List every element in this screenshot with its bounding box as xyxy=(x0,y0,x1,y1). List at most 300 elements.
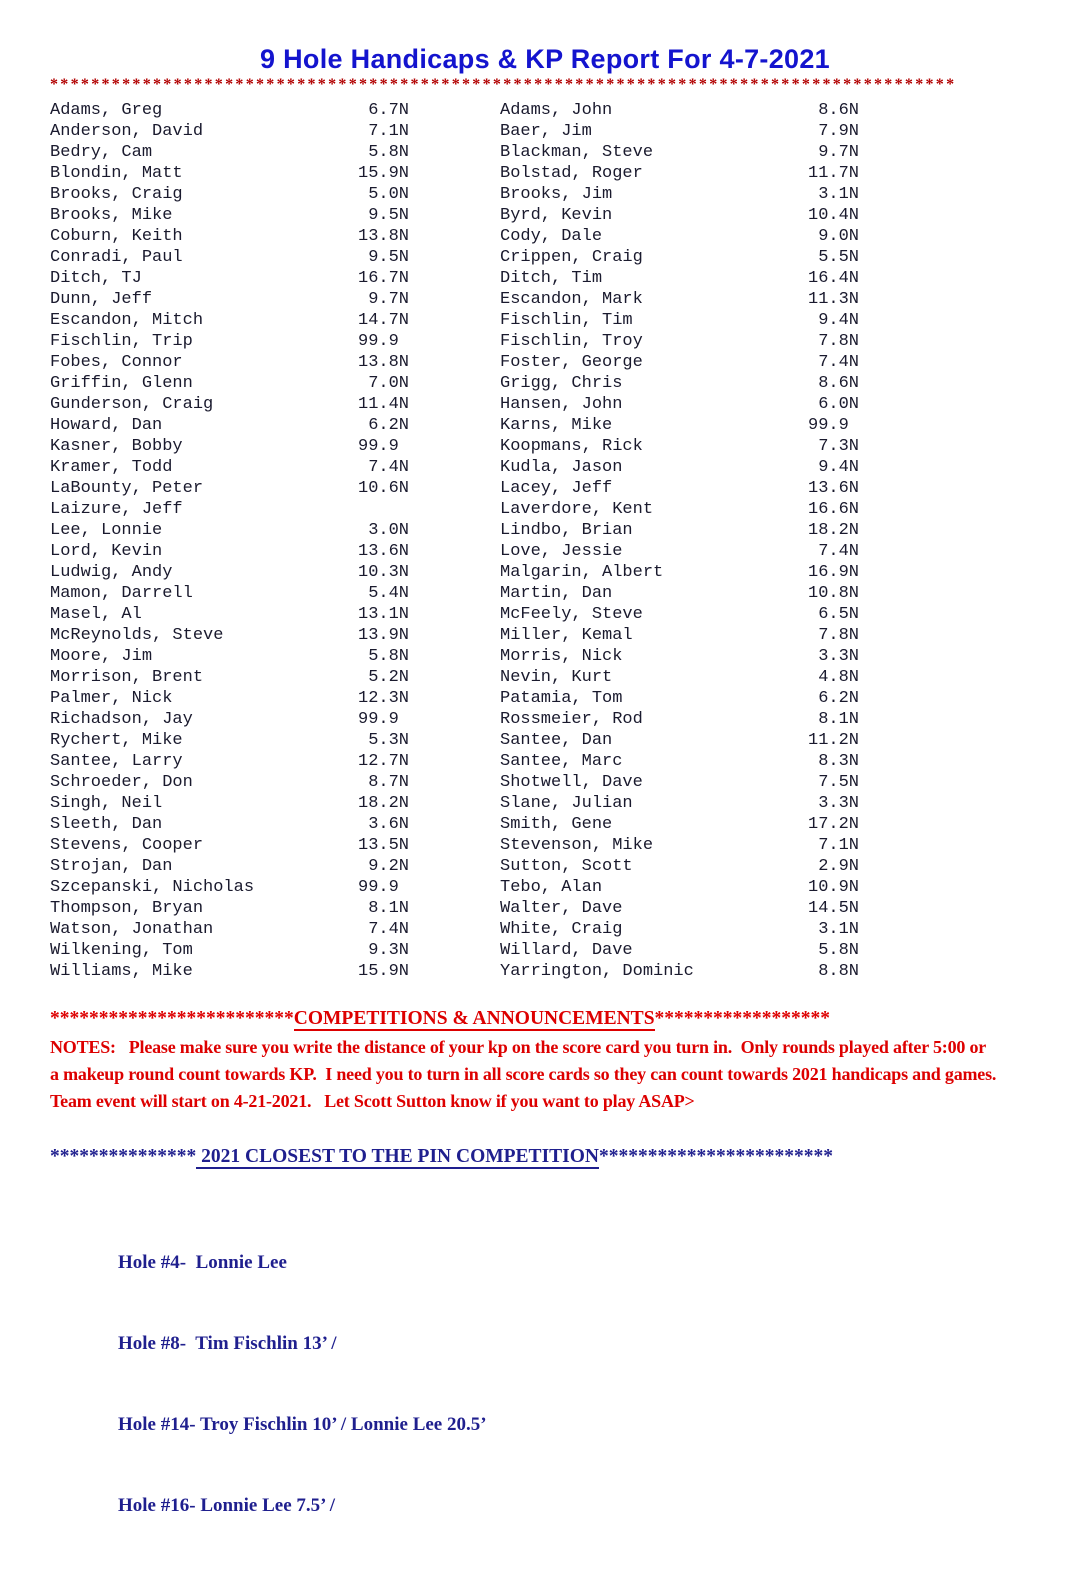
handicap-value: 5.8N xyxy=(358,647,410,666)
handicap-value: 15.9N xyxy=(358,164,410,183)
roster-cell-left xyxy=(50,604,500,625)
player-name: Sleeth, Dan xyxy=(50,815,163,834)
roster-cell-right xyxy=(500,562,948,583)
roster-cell-right xyxy=(500,247,948,268)
roster-cell-right xyxy=(500,478,948,499)
player-name: Karns, Mike xyxy=(500,416,613,435)
handicap-value: 7.4N xyxy=(808,353,860,372)
player-name: Byrd, Kevin xyxy=(500,206,613,225)
roster-row xyxy=(50,793,1040,814)
roster-cell-left xyxy=(50,940,500,961)
roster-row xyxy=(50,436,1040,457)
handicap-value: 16.6N xyxy=(808,500,860,519)
roster-row xyxy=(50,520,1040,541)
handicap-value: 7.1N xyxy=(358,122,410,141)
player-name: Koopmans, Rick xyxy=(500,437,643,456)
handicap-value: 12.3N xyxy=(358,689,410,708)
handicap-roster xyxy=(50,100,1040,982)
roster-row xyxy=(50,919,1040,940)
player-name: Yarrington, Dominic xyxy=(500,962,694,981)
player-name: Santee, Dan xyxy=(500,731,613,750)
roster-row xyxy=(50,415,1040,436)
player-name: White, Craig xyxy=(500,920,623,939)
player-name: Baer, Jim xyxy=(500,122,592,141)
roster-row xyxy=(50,268,1040,289)
handicap-value: 7.8N xyxy=(808,332,860,351)
handicap-value: 13.1N xyxy=(358,605,410,624)
player-name: Fobes, Connor xyxy=(50,353,183,372)
handicap-value: 99.9 xyxy=(358,878,399,897)
roster-cell-left xyxy=(50,436,500,457)
handicap-value: 6.5N xyxy=(808,605,860,624)
player-name: Richadson, Jay xyxy=(50,710,193,729)
roster-cell-right xyxy=(500,667,948,688)
player-name: Morrison, Brent xyxy=(50,668,204,687)
roster-cell-left xyxy=(50,331,500,352)
player-name: Lee, Lonnie xyxy=(50,521,163,540)
handicap-value: 5.3N xyxy=(358,731,410,750)
roster-cell-left xyxy=(50,478,500,499)
player-name: Grigg, Chris xyxy=(500,374,623,393)
handicap-value: 11.7N xyxy=(808,164,860,183)
player-name: Wilkening, Tom xyxy=(50,941,193,960)
roster-cell-right xyxy=(500,814,948,835)
handicap-value: 9.7N xyxy=(358,290,410,309)
handicap-value: 11.2N xyxy=(808,731,860,750)
roster-row xyxy=(50,730,1040,751)
roster-row xyxy=(50,226,1040,247)
roster-row xyxy=(50,877,1040,898)
player-name: Martin, Dan xyxy=(500,584,613,603)
roster-cell-right xyxy=(500,142,948,163)
player-name: McFeely, Steve xyxy=(500,605,643,624)
roster-cell-right xyxy=(500,520,948,541)
roster-cell-left xyxy=(50,226,500,247)
roster-cell-left xyxy=(50,163,500,184)
roster-cell-left xyxy=(50,814,500,835)
roster-cell-left xyxy=(50,541,500,562)
player-name: Gunderson, Craig xyxy=(50,395,214,414)
handicap-value: 8.8N xyxy=(808,962,860,981)
roster-row xyxy=(50,604,1040,625)
roster-cell-right xyxy=(500,163,948,184)
player-name: Sutton, Scott xyxy=(500,857,633,876)
roster-row xyxy=(50,205,1040,226)
player-name: Fischlin, Tim xyxy=(500,311,633,330)
handicap-value: 13.9N xyxy=(358,626,410,645)
player-name: Fischlin, Troy xyxy=(500,332,643,351)
roster-cell-right xyxy=(500,289,948,310)
handicap-value: 13.6N xyxy=(358,542,410,561)
handicap-value: 9.5N xyxy=(358,248,410,267)
player-name: Escandon, Mitch xyxy=(50,311,204,330)
roster-row xyxy=(50,310,1040,331)
player-name: Patamia, Tom xyxy=(500,689,623,708)
handicap-value: 8.1N xyxy=(808,710,860,729)
player-name: Rychert, Mike xyxy=(50,731,183,750)
handicap-value xyxy=(358,499,498,520)
handicap-value: 7.8N xyxy=(808,626,860,645)
roster-cell-right xyxy=(500,583,948,604)
roster-row xyxy=(50,709,1040,730)
player-name: Howard, Dan xyxy=(50,416,163,435)
roster-row xyxy=(50,121,1040,142)
roster-cell-right xyxy=(500,415,948,436)
player-name: Coburn, Keith xyxy=(50,227,183,246)
pin-stars-left: *************** xyxy=(50,1146,197,1167)
player-name: Williams, Mike xyxy=(50,962,193,981)
roster-row xyxy=(50,667,1040,688)
roster-cell-left xyxy=(50,268,500,289)
roster-cell-left xyxy=(50,961,500,982)
roster-cell-left xyxy=(50,499,500,520)
roster-cell-left xyxy=(50,373,500,394)
handicap-value: 9.3N xyxy=(358,941,410,960)
player-name: Laizure, Jeff xyxy=(50,500,183,519)
handicap-value: 10.6N xyxy=(358,479,410,498)
roster-row xyxy=(50,289,1040,310)
roster-cell-left xyxy=(50,394,500,415)
player-name: Rossmeier, Rod xyxy=(500,710,643,729)
handicap-value: 13.8N xyxy=(358,227,410,246)
player-name: Bolstad, Roger xyxy=(500,164,643,183)
competitions-header xyxy=(50,1007,1040,1031)
handicap-value: 18.2N xyxy=(808,521,860,540)
roster-row xyxy=(50,478,1040,499)
player-name: Tebo, Alan xyxy=(500,878,603,897)
handicap-value: 8.1N xyxy=(358,899,410,918)
handicap-value: 99.9 xyxy=(358,332,399,351)
player-name: Love, Jessie xyxy=(500,542,623,561)
roster-row xyxy=(50,772,1040,793)
roster-row xyxy=(50,499,1040,520)
player-name: Stevenson, Mike xyxy=(500,836,654,855)
player-name: Miller, Kemal xyxy=(500,626,633,645)
roster-cell-right xyxy=(500,772,948,793)
roster-cell-right xyxy=(500,835,948,856)
player-name: Schroeder, Don xyxy=(50,773,193,792)
handicap-value: 15.9N xyxy=(358,962,410,981)
handicap-value: 18.2N xyxy=(358,794,410,813)
player-name: Brooks, Jim xyxy=(500,185,613,204)
player-name: Smith, Gene xyxy=(500,815,613,834)
pin-stars-right: ************************ xyxy=(599,1146,833,1167)
handicap-value: 7.0N xyxy=(358,374,410,393)
hole-result-line: Hole #16- Lonnie Lee 7.5’ / xyxy=(118,1495,336,1516)
player-name: Lacey, Jeff xyxy=(500,479,613,498)
player-name: Ludwig, Andy xyxy=(50,563,173,582)
pin-hole-results xyxy=(118,1195,1040,1573)
handicap-value: 2.9N xyxy=(808,857,860,876)
player-name: Laverdore, Kent xyxy=(500,500,654,519)
roster-cell-right xyxy=(500,373,948,394)
player-name: Anderson, David xyxy=(50,122,204,141)
roster-cell-right xyxy=(500,625,948,646)
player-name: Mamon, Darrell xyxy=(50,584,193,603)
roster-cell-left xyxy=(50,919,500,940)
roster-row xyxy=(50,961,1040,982)
handicap-value: 6.2N xyxy=(808,689,860,708)
handicap-value: 6.0N xyxy=(808,395,860,414)
player-name: Dunn, Jeff xyxy=(50,290,153,309)
roster-cell-right xyxy=(500,184,948,205)
handicap-value: 13.8N xyxy=(358,353,410,372)
roster-cell-right xyxy=(500,100,948,121)
player-name: Escandon, Mark xyxy=(500,290,643,309)
player-name: Kramer, Todd xyxy=(50,458,173,477)
player-name: Bedry, Cam xyxy=(50,143,153,162)
player-name: Adams, Greg xyxy=(50,101,163,120)
roster-row xyxy=(50,856,1040,877)
handicap-value: 9.7N xyxy=(808,143,860,162)
player-name: Lord, Kevin xyxy=(50,542,163,561)
roster-row xyxy=(50,646,1040,667)
roster-cell-right xyxy=(500,751,948,772)
roster-cell-left xyxy=(50,142,500,163)
player-name: Adams, John xyxy=(500,101,613,120)
player-name: Santee, Marc xyxy=(500,752,623,771)
page-title: 9 Hole Handicaps & KP Report For 4-7-2021 xyxy=(260,44,830,74)
handicap-value: 8.3N xyxy=(808,752,860,771)
player-name: Thompson, Bryan xyxy=(50,899,204,918)
handicap-value: 9.0N xyxy=(808,227,860,246)
roster-cell-right xyxy=(500,940,948,961)
competitions-stars-left: ************************* xyxy=(50,1008,294,1029)
player-name: Lindbo, Brian xyxy=(500,521,633,540)
roster-cell-left xyxy=(50,289,500,310)
handicap-value: 4.8N xyxy=(808,668,860,687)
player-name: Singh, Neil xyxy=(50,794,163,813)
handicap-value: 14.7N xyxy=(358,311,410,330)
player-name: Crippen, Craig xyxy=(500,248,643,267)
player-name: Foster, George xyxy=(500,353,643,372)
player-name: Blondin, Matt xyxy=(50,164,183,183)
roster-cell-right xyxy=(500,604,948,625)
handicap-value: 5.4N xyxy=(358,584,410,603)
roster-cell-left xyxy=(50,667,500,688)
roster-cell-left xyxy=(50,562,500,583)
roster-cell-left xyxy=(50,310,500,331)
player-name: Szcepanski, Nicholas xyxy=(50,878,255,897)
handicap-value: 9.5N xyxy=(358,206,410,225)
player-name: Fischlin, Trip xyxy=(50,332,193,351)
player-name: McReynolds, Steve xyxy=(50,626,224,645)
handicap-value: 16.9N xyxy=(808,563,860,582)
player-name: Ditch, Tim xyxy=(500,269,603,288)
handicap-value: 7.4N xyxy=(358,458,410,477)
handicap-value: 99.9 xyxy=(358,710,399,729)
roster-row xyxy=(50,940,1040,961)
roster-cell-right xyxy=(500,226,948,247)
roster-cell-right xyxy=(500,709,948,730)
roster-cell-right xyxy=(500,457,948,478)
notes-paragraph xyxy=(50,1034,1009,1115)
player-name: Malgarin, Albert xyxy=(500,563,664,582)
roster-row xyxy=(50,814,1040,835)
handicap-value: 9.4N xyxy=(808,311,860,330)
top-stars-divider: **************************************************************************************** xyxy=(50,76,957,93)
roster-cell-right xyxy=(500,856,948,877)
roster-cell-left xyxy=(50,520,500,541)
roster-cell-left xyxy=(50,184,500,205)
player-name: Ditch, TJ xyxy=(50,269,142,288)
roster-row xyxy=(50,751,1040,772)
handicap-value: 99.9 xyxy=(358,437,399,456)
roster-row xyxy=(50,835,1040,856)
handicap-value: 10.3N xyxy=(358,563,410,582)
player-name: Palmer, Nick xyxy=(50,689,173,708)
roster-cell-right xyxy=(500,331,948,352)
competitions-label: COMPETITIONS & ANNOUNCEMENTS xyxy=(293,1008,655,1029)
handicap-value: 3.6N xyxy=(358,815,410,834)
roster-cell-left xyxy=(50,121,500,142)
handicap-value: 5.0N xyxy=(358,185,410,204)
player-name: Willard, Dave xyxy=(500,941,633,960)
handicap-value: 17.2N xyxy=(808,815,860,834)
handicap-value: 7.9N xyxy=(808,122,860,141)
roster-cell-left xyxy=(50,646,500,667)
player-name: Kasner, Bobby xyxy=(50,437,183,456)
handicap-value: 12.7N xyxy=(358,752,410,771)
handicap-value: 8.7N xyxy=(358,773,410,792)
handicap-value: 3.3N xyxy=(808,647,860,666)
player-name: Slane, Julian xyxy=(500,794,633,813)
roster-row xyxy=(50,100,1040,121)
handicap-value: 13.6N xyxy=(808,479,860,498)
handicap-value: 14.5N xyxy=(808,899,860,918)
handicap-value: 5.5N xyxy=(808,248,860,267)
competitions-stars-right: ****************** xyxy=(654,1008,831,1029)
player-name: Shotwell, Dave xyxy=(500,773,643,792)
handicap-value: 13.5N xyxy=(358,836,410,855)
handicap-value: 11.3N xyxy=(808,290,860,309)
handicap-value: 16.4N xyxy=(808,269,860,288)
player-name: Hansen, John xyxy=(500,395,623,414)
handicap-value: 6.7N xyxy=(358,101,410,120)
player-name: Walter, Dave xyxy=(500,899,623,918)
roster-row xyxy=(50,373,1040,394)
roster-cell-left xyxy=(50,457,500,478)
handicap-value: 3.1N xyxy=(808,920,860,939)
roster-cell-left xyxy=(50,772,500,793)
roster-row xyxy=(50,583,1040,604)
roster-row xyxy=(50,352,1040,373)
handicap-value: 3.0N xyxy=(358,521,410,540)
roster-cell-right xyxy=(500,310,948,331)
roster-cell-left xyxy=(50,625,500,646)
pin-competition-header xyxy=(50,1145,1040,1169)
handicap-value: 9.4N xyxy=(808,458,860,477)
handicap-value: 9.2N xyxy=(358,857,410,876)
player-name: Griffin, Glenn xyxy=(50,374,193,393)
roster-cell-right xyxy=(500,877,948,898)
handicap-value: 3.1N xyxy=(808,185,860,204)
handicap-value: 11.4N xyxy=(358,395,410,414)
player-name: Santee, Larry xyxy=(50,752,183,771)
roster-row xyxy=(50,625,1040,646)
handicap-value: 7.4N xyxy=(808,542,860,561)
player-name: Conradi, Paul xyxy=(50,248,183,267)
player-name: Kudla, Jason xyxy=(500,458,623,477)
roster-cell-right xyxy=(500,394,948,415)
roster-cell-right xyxy=(500,688,948,709)
roster-cell-left xyxy=(50,100,500,121)
roster-cell-left xyxy=(50,835,500,856)
handicap-value: 6.2N xyxy=(358,416,410,435)
roster-cell-right xyxy=(500,436,948,457)
player-name: Strojan, Dan xyxy=(50,857,173,876)
roster-cell-left xyxy=(50,877,500,898)
roster-cell-right xyxy=(500,793,948,814)
hole-result-line: Hole #8- Tim Fischlin 13’ / xyxy=(118,1333,337,1354)
handicap-value: 3.3N xyxy=(808,794,860,813)
roster-row xyxy=(50,688,1040,709)
handicap-value: 5.8N xyxy=(808,941,860,960)
notes-text: Please make sure you write the distance of your kp on the score card you turn in. Only rounds played after 5:00 or a makeup round count towards KP. I need you to turn in all score cards so they can count towards 2021 handicaps and games. Team event will start on 4-21-2021. Let Scott Sutton know if you want to play ASAP> xyxy=(50,1037,1009,1111)
handicap-value: 16.7N xyxy=(358,269,410,288)
roster-row xyxy=(50,163,1040,184)
roster-row xyxy=(50,562,1040,583)
player-name: Nevin, Kurt xyxy=(500,668,613,687)
player-name: Moore, Jim xyxy=(50,647,153,666)
handicap-value: 7.3N xyxy=(808,437,860,456)
player-name: Watson, Jonathan xyxy=(50,920,214,939)
roster-row xyxy=(50,142,1040,163)
handicap-value: 10.4N xyxy=(808,206,860,225)
roster-cell-right xyxy=(500,268,948,289)
handicap-value: 7.5N xyxy=(808,773,860,792)
roster-cell-left xyxy=(50,352,500,373)
roster-cell-left xyxy=(50,793,500,814)
roster-cell-right xyxy=(500,730,948,751)
handicap-value: 10.9N xyxy=(808,878,860,897)
handicap-value: 8.6N xyxy=(808,101,860,120)
player-name: Cody, Dale xyxy=(500,227,603,246)
player-name: Brooks, Mike xyxy=(50,206,173,225)
handicap-value: 7.1N xyxy=(808,836,860,855)
roster-cell-right xyxy=(500,646,948,667)
roster-cell-right xyxy=(500,541,948,562)
roster-cell-right xyxy=(500,205,948,226)
roster-cell-left xyxy=(50,709,500,730)
roster-cell-left xyxy=(50,583,500,604)
notes-label: NOTES: xyxy=(50,1037,116,1057)
roster-row xyxy=(50,541,1040,562)
roster-cell-left xyxy=(50,205,500,226)
handicap-value: 5.2N xyxy=(358,668,410,687)
roster-row xyxy=(50,331,1040,352)
roster-cell-left xyxy=(50,898,500,919)
handicap-value: 5.8N xyxy=(358,143,410,162)
handicap-value: 99.9 xyxy=(808,416,849,435)
roster-cell-left xyxy=(50,751,500,772)
roster-row xyxy=(50,898,1040,919)
handicap-value: 8.6N xyxy=(808,374,860,393)
handicap-value: 7.4N xyxy=(358,920,410,939)
hole-result-line: Hole #14- Troy Fischlin 10’ / Lonnie Lee 20.5’ xyxy=(118,1414,487,1435)
roster-cell-right xyxy=(500,961,948,982)
player-name: Blackman, Steve xyxy=(500,143,654,162)
roster-row xyxy=(50,184,1040,205)
roster-cell-right xyxy=(500,352,948,373)
roster-cell-left xyxy=(50,856,500,877)
roster-cell-left xyxy=(50,415,500,436)
roster-cell-left xyxy=(50,247,500,268)
roster-row xyxy=(50,457,1040,478)
hole-result-line: Hole #4- Lonnie Lee xyxy=(118,1252,287,1273)
player-name: LaBounty, Peter xyxy=(50,479,204,498)
player-name: Masel, Al xyxy=(50,605,142,624)
